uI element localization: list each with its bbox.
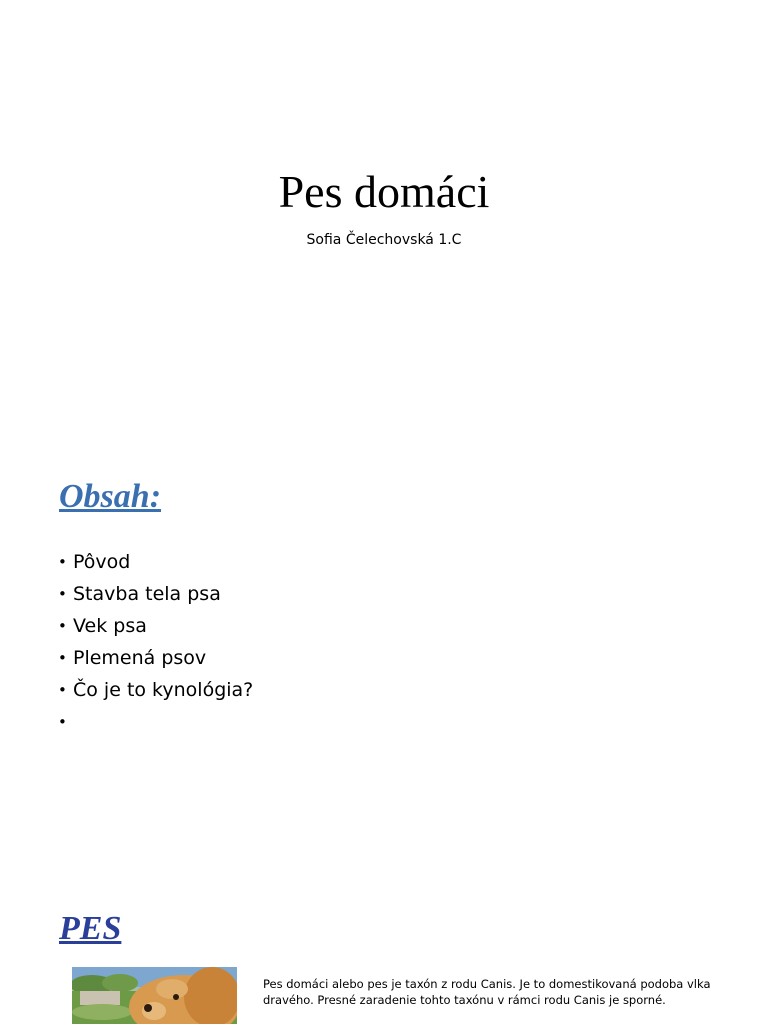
list-item-label: Stavba tela psa xyxy=(73,583,221,605)
list-item xyxy=(58,610,253,642)
list-item xyxy=(58,578,253,610)
dog-image-icon xyxy=(72,967,237,1024)
contents-list xyxy=(58,546,253,738)
bullet-icon: • xyxy=(58,681,67,699)
list-item-label: Čo je to kynológia? xyxy=(73,679,254,701)
list-item-label: Vek psa xyxy=(73,615,147,637)
dog-photo xyxy=(72,967,237,1024)
bullet-icon: • xyxy=(58,585,67,603)
pes-description: Pes domáci alebo pes je taxón z rodu Canis. Je to domestikovaná podoba vlka dravého. Presné zaradenie tohto taxónu v rámci rodu Canis je sporné. xyxy=(263,977,711,1007)
list-item-label: Pôvod xyxy=(73,551,131,573)
list-item-label: Plemená psov xyxy=(73,647,207,669)
bullet-icon: • xyxy=(58,617,67,635)
list-item xyxy=(58,546,253,578)
contents-heading: Obsah: xyxy=(59,478,162,515)
list-item xyxy=(58,706,253,738)
bullet-icon: • xyxy=(58,649,67,667)
bullet-icon: • xyxy=(58,713,67,731)
slide-subtitle: Sofia Čelechovská 1.C xyxy=(306,232,462,248)
slide-title: Pes domáci xyxy=(278,166,490,217)
bullet-icon: • xyxy=(58,553,67,571)
list-item xyxy=(58,674,253,706)
pes-heading: PES xyxy=(59,910,122,947)
list-item xyxy=(58,642,253,674)
